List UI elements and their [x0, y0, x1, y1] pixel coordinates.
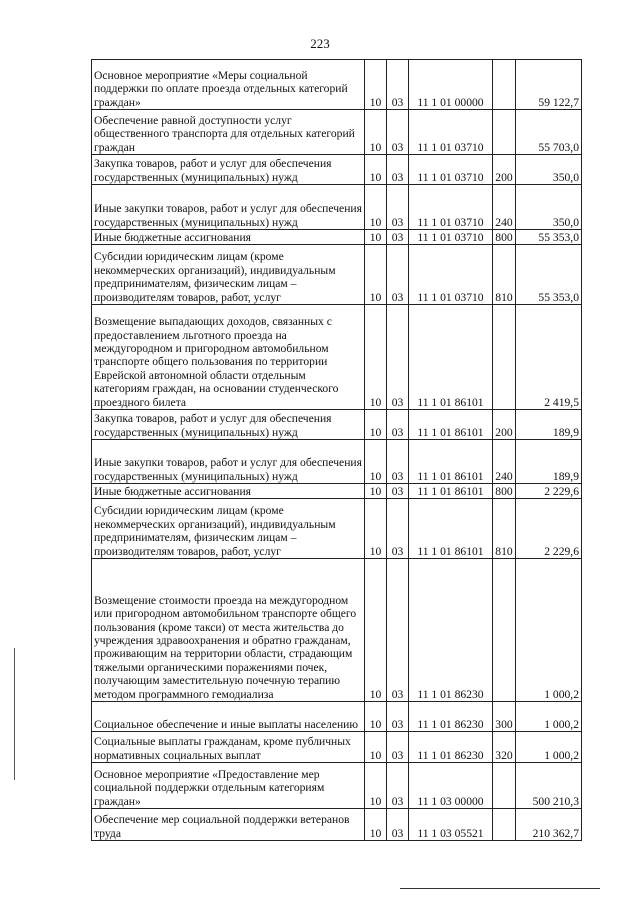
row-section: 10 [365, 559, 387, 702]
row-amount: 1 000,2 [516, 702, 582, 732]
row-name: Возмещение стоимости проезда на междугородном или пригородном автомобильном транспорте общего пользования (кроме такси) от места жительства до учреждения здравоохранения и обратно гражданам, проживающим на территории области, страдающим тяжелыми органическими поражениями почек, получающим заместительную почечную терапию методом программного гемодиализа [92, 559, 365, 702]
table-row [92, 155, 582, 185]
table-row [92, 410, 582, 440]
row-section: 10 [365, 230, 387, 245]
row-subsection: 03 [387, 702, 409, 732]
row-target-article: 11 1 01 86101 [409, 440, 493, 484]
table-row [92, 185, 582, 230]
row-name: Субсидии юридическим лицам (кроме некоммерческих организаций), индивидуальным предпринимателям, физическим лицам – производителям товаров, работ, услуг [92, 499, 365, 559]
row-subsection: 03 [387, 185, 409, 230]
row-expense-type: 240 [493, 185, 516, 230]
row-subsection: 03 [387, 60, 409, 110]
row-expense-type [493, 110, 516, 155]
budget-table-container [91, 59, 581, 841]
row-target-article: 11 1 01 86101 [409, 305, 493, 410]
row-expense-type: 810 [493, 245, 516, 305]
row-target-article: 11 1 01 03710 [409, 230, 493, 245]
row-target-article: 11 1 01 86230 [409, 559, 493, 702]
row-expense-type [493, 809, 516, 841]
row-amount: 1 000,2 [516, 732, 582, 763]
table-row [92, 60, 582, 110]
scan-margin-line [14, 648, 15, 780]
table-row [92, 702, 582, 732]
row-name: Обеспечение равной доступности услуг общественного транспорта для отдельных категорий граждан [92, 110, 365, 155]
row-subsection: 03 [387, 110, 409, 155]
row-target-article: 11 1 01 86230 [409, 732, 493, 763]
row-subsection: 03 [387, 230, 409, 245]
row-name: Иные бюджетные ассигнования [92, 230, 365, 245]
row-section: 10 [365, 185, 387, 230]
row-target-article: 11 1 01 03710 [409, 245, 493, 305]
row-amount: 189,9 [516, 440, 582, 484]
table-row [92, 305, 582, 410]
table-row [92, 763, 582, 809]
row-name: Иные бюджетные ассигнования [92, 484, 365, 499]
table-row [92, 440, 582, 484]
row-section: 10 [365, 155, 387, 185]
row-target-article: 11 1 01 03710 [409, 185, 493, 230]
row-section: 10 [365, 410, 387, 440]
table-row [92, 809, 582, 841]
row-expense-type: 320 [493, 732, 516, 763]
row-section: 10 [365, 305, 387, 410]
row-target-article: 11 1 01 03710 [409, 110, 493, 155]
row-name: Социальные выплаты гражданам, кроме публичных нормативных социальных выплат [92, 732, 365, 763]
row-name: Закупка товаров, работ и услуг для обеспечения государственных (муниципальных) нужд [92, 410, 365, 440]
row-target-article: 11 1 01 03710 [409, 155, 493, 185]
row-amount: 350,0 [516, 155, 582, 185]
row-amount: 55 353,0 [516, 245, 582, 305]
table-row [92, 230, 582, 245]
row-expense-type: 810 [493, 499, 516, 559]
row-target-article: 11 1 03 00000 [409, 763, 493, 809]
budget-table [91, 59, 582, 841]
row-amount: 2 419,5 [516, 305, 582, 410]
row-section: 10 [365, 245, 387, 305]
footer-rule [400, 888, 600, 889]
table-row [92, 484, 582, 499]
row-expense-type: 200 [493, 155, 516, 185]
row-expense-type [493, 60, 516, 110]
row-target-article: 11 1 01 86101 [409, 499, 493, 559]
row-name: Основное мероприятие «Предоставление мер социальной поддержки отдельным категориям граждан» [92, 763, 365, 809]
row-target-article: 11 1 01 86230 [409, 702, 493, 732]
row-name: Социальное обеспечение и иные выплаты населению [92, 702, 365, 732]
row-section: 10 [365, 499, 387, 559]
row-target-article: 11 1 03 05521 [409, 809, 493, 841]
row-subsection: 03 [387, 732, 409, 763]
row-subsection: 03 [387, 305, 409, 410]
row-amount: 55 353,0 [516, 230, 582, 245]
row-amount: 2 229,6 [516, 484, 582, 499]
row-section: 10 [365, 763, 387, 809]
row-section: 10 [365, 60, 387, 110]
row-amount: 210 362,7 [516, 809, 582, 841]
row-subsection: 03 [387, 484, 409, 499]
row-subsection: 03 [387, 499, 409, 559]
row-name: Иные закупки товаров, работ и услуг для обеспечения государственных (муниципальных) нужд [92, 185, 365, 230]
table-row [92, 245, 582, 305]
table-row [92, 732, 582, 763]
row-section: 10 [365, 110, 387, 155]
row-subsection: 03 [387, 155, 409, 185]
row-subsection: 03 [387, 559, 409, 702]
row-expense-type: 800 [493, 484, 516, 499]
row-amount: 55 703,0 [516, 110, 582, 155]
row-amount: 59 122,7 [516, 60, 582, 110]
row-name: Возмещение выпадающих доходов, связанных с предоставлением льготного проезда на междугородном и пригородном автомобильном транспорте общего пользования по территории Еврейской автономной области отдельным категориям граждан, на основании студенческого проездного билета [92, 305, 365, 410]
page-number: 223 [310, 36, 330, 51]
row-section: 10 [365, 702, 387, 732]
row-section: 10 [365, 440, 387, 484]
row-amount: 1 000,2 [516, 559, 582, 702]
row-expense-type: 300 [493, 702, 516, 732]
row-amount: 350,0 [516, 185, 582, 230]
row-expense-type: 800 [493, 230, 516, 245]
row-amount: 189,9 [516, 410, 582, 440]
table-row [92, 559, 582, 702]
table-row [92, 110, 582, 155]
row-amount: 2 229,6 [516, 499, 582, 559]
row-name: Обеспечение мер социальной поддержки ветеранов труда [92, 809, 365, 841]
row-expense-type: 200 [493, 410, 516, 440]
row-name: Закупка товаров, работ и услуг для обеспечения государственных (муниципальных) нужд [92, 155, 365, 185]
row-section: 10 [365, 732, 387, 763]
row-target-article: 11 1 01 86101 [409, 410, 493, 440]
row-subsection: 03 [387, 440, 409, 484]
row-amount: 500 210,3 [516, 763, 582, 809]
row-section: 10 [365, 484, 387, 499]
row-target-article: 11 1 01 00000 [409, 60, 493, 110]
row-section: 10 [365, 809, 387, 841]
row-expense-type: 240 [493, 440, 516, 484]
row-subsection: 03 [387, 809, 409, 841]
row-name: Основное мероприятие «Меры социальной поддержки по оплате проезда отдельных категорий граждан» [92, 60, 365, 110]
row-subsection: 03 [387, 245, 409, 305]
table-row [92, 499, 582, 559]
budget-table-body [92, 60, 582, 841]
row-expense-type [493, 559, 516, 702]
row-subsection: 03 [387, 763, 409, 809]
row-expense-type [493, 763, 516, 809]
row-target-article: 11 1 01 86101 [409, 484, 493, 499]
row-name: Субсидии юридическим лицам (кроме некоммерческих организаций), индивидуальным предпринимателям, физическим лицам – производителям товаров, работ, услуг [92, 245, 365, 305]
row-name: Иные закупки товаров, работ и услуг для обеспечения государственных (муниципальных) нужд [92, 440, 365, 484]
row-expense-type [493, 305, 516, 410]
row-subsection: 03 [387, 410, 409, 440]
